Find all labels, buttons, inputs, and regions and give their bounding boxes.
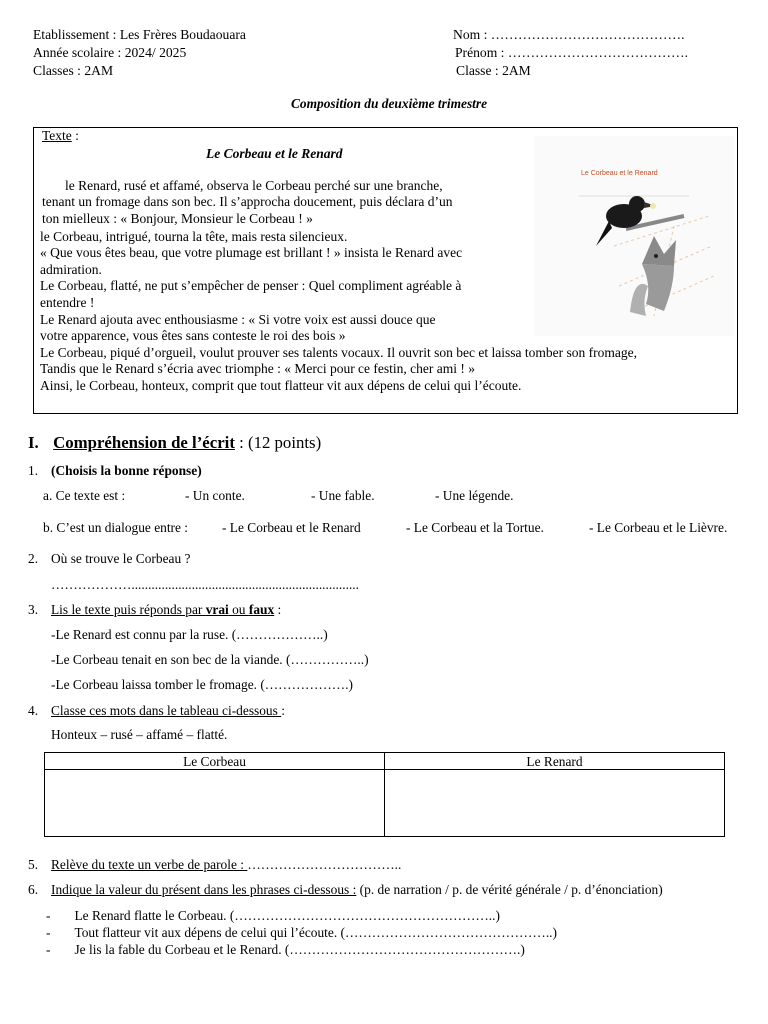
table-header-renard: Le Renard [385, 753, 725, 770]
student-info [453, 26, 688, 80]
text-line: Le Corbeau, flatté, ne put s’empêcher de penser : Quel compliment agréable à [40, 278, 462, 293]
q1b-option[interactable]: - Le Corbeau et le Lièvre. [589, 520, 728, 535]
firstname-field[interactable]: Prénom : …………………………………. [455, 45, 688, 60]
q5-number: 5. [28, 857, 39, 872]
table-cell-corbeau[interactable] [45, 770, 385, 837]
classification-table [44, 752, 725, 837]
q1a-option[interactable]: - Une fable. [311, 488, 375, 503]
school-name: Etablissement : Les Frères Boudaouara [33, 27, 246, 42]
q3-number: 3. [28, 602, 39, 617]
q1b-label: b. C’est un dialogue entre : [43, 520, 189, 535]
exam-title: Composition du deuxième trimestre [291, 96, 488, 111]
text-line: votre apparence, vous êtes sans conteste le roi des bois » [40, 328, 346, 343]
class-field: Classe : 2AM [456, 63, 531, 78]
school-year: Année scolaire : 2024/ 2025 [33, 45, 187, 60]
text-line: tenant un fromage dans son bec. Il s’approcha doucement, puis déclara d’un [42, 194, 453, 209]
q3-instruction: Lis le texte puis réponds par vrai ou faux : [51, 602, 282, 617]
text-line: Ainsi, le Corbeau, honteux, comprit que tout flatteur vit aux dépens de celui qui l’écoute. [40, 378, 522, 393]
q3-statement[interactable]: -Le Corbeau tenait en son bec de la viande. (……………..) [51, 652, 369, 667]
q6-item[interactable]: - Tout flatteur vit aux dépens de celui qui l’écoute. (………………………………………..) [46, 925, 557, 940]
text-title: Le Corbeau et le Renard [206, 146, 343, 161]
q2-number: 2. [28, 551, 39, 566]
q3-statement[interactable]: -Le Corbeau laissa tomber le fromage. (……………….) [51, 677, 353, 692]
text-line: ton mielleux : « Bonjour, Monsieur le Corbeau ! » [42, 211, 313, 226]
fable-illustration [534, 136, 734, 336]
text-label: Texte [42, 128, 72, 143]
school-info [33, 26, 246, 80]
classes: Classes : 2AM [33, 63, 114, 78]
q1-instruction: (Choisis la bonne réponse) [51, 463, 202, 478]
q6-instruction: Indique la valeur du présent dans les phrases ci-dessous : (p. de narration / p. de vérité générale / p. d’énonciation) [51, 882, 663, 897]
text-line: « Que vous êtes beau, que votre plumage est brillant ! » insista le Renard avec [40, 245, 463, 260]
name-field[interactable]: Nom : ……………………………………. [453, 27, 685, 42]
section-points: : (12 points) [234, 433, 322, 452]
q1a-option[interactable]: - Un conte. [185, 488, 245, 503]
text-line: Le Corbeau, piqué d’orgueil, voulut prouver ses talents vocaux. Il ouvrit son bec et laissa tomber son fromage, [40, 345, 637, 360]
text-line: le Renard, rusé et affamé, observa le Corbeau perché sur une branche, [65, 178, 443, 193]
q5-instruction: Relève du texte un verbe de parole : …………………………….. [51, 857, 402, 872]
q4-number: 4. [28, 703, 39, 718]
q1a-label: a. Ce texte est : [43, 488, 126, 503]
q3-statement[interactable]: -Le Renard est connu par la ruse. (………………..) [51, 627, 328, 642]
q2-question: Où se trouve le Corbeau ? [51, 551, 191, 566]
text-line: le Corbeau, intrigué, tourna la tête, mais resta silencieux. [40, 229, 348, 244]
section-title: Compréhension de l’écrit [53, 433, 235, 452]
q6-options: (p. de narration / p. de vérité générale / p. d’énonciation) [356, 882, 663, 897]
q2-answer-line[interactable]: ……………….................................................................... [51, 577, 359, 592]
table-header-corbeau: Le Corbeau [45, 753, 385, 770]
text-line: Tandis que le Renard s’écria avec triomphe : « Merci pour ce festin, cher ami ! » [40, 361, 476, 376]
text-box [33, 127, 738, 414]
text-line: entendre ! [40, 295, 95, 310]
text-label-row: Texte : [42, 128, 79, 143]
image-caption: Le Corbeau et le Renard [581, 170, 658, 177]
section-heading [28, 433, 321, 453]
table-cell-renard[interactable] [385, 770, 725, 837]
q1a-option[interactable]: - Une légende. [435, 488, 514, 503]
q1-number: 1. [28, 463, 39, 478]
q6-item[interactable]: - Le Renard flatte le Corbeau. (…………………………………………………..) [46, 908, 500, 923]
q4-words: Honteux – rusé – affamé – flatté. [51, 727, 228, 742]
section-number: I. [28, 433, 39, 452]
q6-item[interactable]: - Je lis la fable du Corbeau et le Renard. (…………………………………………….) [46, 942, 525, 957]
q1b-option[interactable]: - Le Corbeau et le Renard [222, 520, 361, 535]
q1b-option[interactable]: - Le Corbeau et la Tortue. [406, 520, 544, 535]
text-line: Le Renard ajouta avec enthousiasme : « Si votre voix est aussi douce que [40, 312, 436, 327]
q5-answer-line[interactable]: …………………………….. [247, 857, 402, 872]
crow-fox-image [534, 136, 734, 336]
q4-instruction: Classe ces mots dans le tableau ci-dessous : [51, 703, 285, 718]
text-line: admiration. [40, 262, 102, 277]
q6-number: 6. [28, 882, 39, 897]
